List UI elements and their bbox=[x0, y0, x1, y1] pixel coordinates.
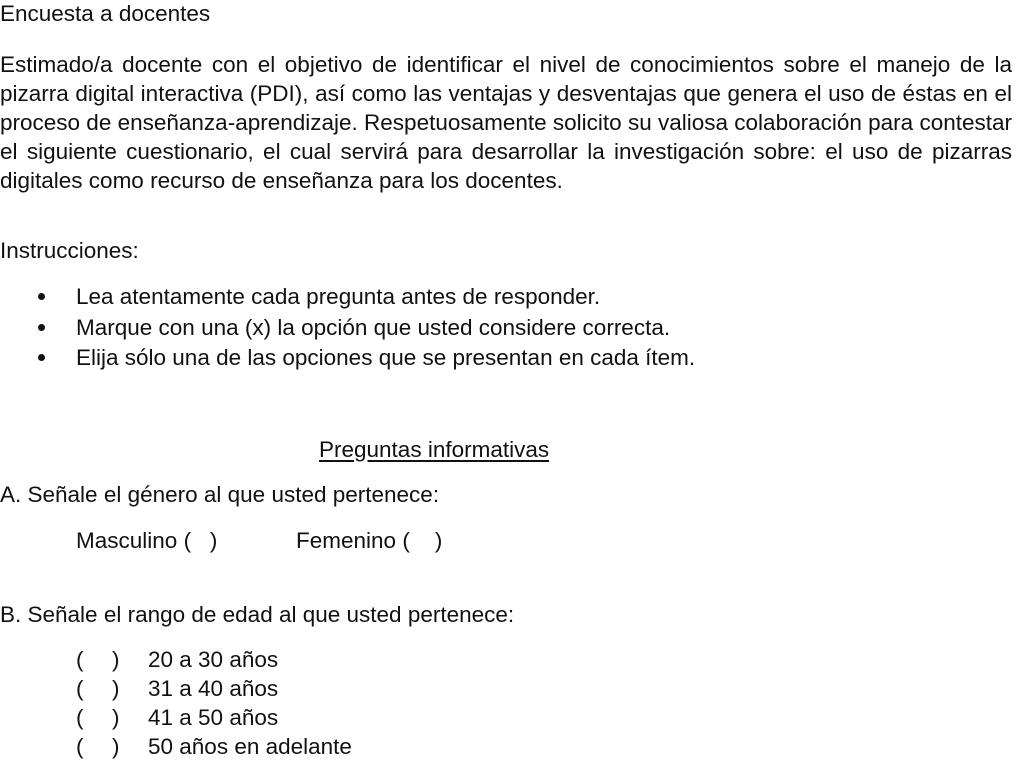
checkbox-open: ( bbox=[402, 528, 410, 553]
instruction-text: Marque con una (x) la opción que usted considere correcta. bbox=[76, 314, 671, 340]
instruction-text: Lea atentamente cada pregunta antes de responder. bbox=[76, 284, 601, 309]
question-a: A. Señale el género al que usted pertenece: bbox=[0, 482, 440, 507]
checkbox-open: ( bbox=[76, 676, 84, 701]
question-b: B. Señale el rango de edad al que usted pertenece: bbox=[0, 602, 515, 627]
option-label: 41 a 50 años bbox=[148, 705, 279, 730]
bullet-icon bbox=[38, 354, 45, 361]
checkbox-close: ) bbox=[434, 528, 443, 553]
option-label: 50 años en adelante bbox=[148, 734, 352, 759]
list-item bbox=[0, 314, 695, 348]
checkbox-close: ) bbox=[112, 647, 120, 672]
instructions-list bbox=[0, 286, 695, 378]
option-femenino[interactable] bbox=[296, 530, 442, 553]
checkbox-close: ) bbox=[112, 705, 120, 730]
list-item bbox=[0, 347, 695, 378]
list-item bbox=[0, 286, 695, 317]
instruction-text: Elija sólo una de las opciones que se presentan en cada ítem. bbox=[76, 345, 696, 370]
section-heading: Preguntas informativas bbox=[319, 437, 550, 462]
checkbox-close: ) bbox=[209, 528, 218, 553]
instructions-label: Instrucciones: bbox=[0, 238, 139, 263]
checkbox-open: ( bbox=[76, 734, 84, 759]
option-label: 31 a 40 años bbox=[148, 676, 279, 701]
bullet-icon bbox=[38, 324, 45, 331]
option-label: Masculino bbox=[76, 528, 178, 553]
bullet-icon bbox=[38, 293, 45, 300]
document-title: Encuesta a docentes bbox=[0, 1, 211, 26]
option-masculino[interactable] bbox=[76, 530, 217, 553]
checkbox-open: ( bbox=[183, 528, 192, 553]
checkbox-open: ( bbox=[76, 647, 84, 672]
intro-paragraph bbox=[0, 50, 1012, 195]
checkbox-close: ) bbox=[112, 734, 120, 759]
option-label: 20 a 30 años bbox=[148, 647, 279, 672]
intro-text: Estimado/a docente con el objetivo de identificar el nivel de conocimientos sobre el manejo de la pizarra digital interactiva (PDI), así como las ventajas y desventajas que genera el uso de éstas en el proceso de enseñanza-aprendizaje. Respetuosamente solicito su valiosa colaboración para contestar el siguiente cuestionario, el cual servirá para desarrollar la investigación sobre: el uso de pizarras digitales como recurso de enseñanza para los docentes. bbox=[0, 52, 1012, 193]
checkbox-open: ( bbox=[76, 705, 84, 730]
checkbox-close: ) bbox=[112, 676, 120, 701]
option-label: Femenino bbox=[296, 528, 397, 553]
